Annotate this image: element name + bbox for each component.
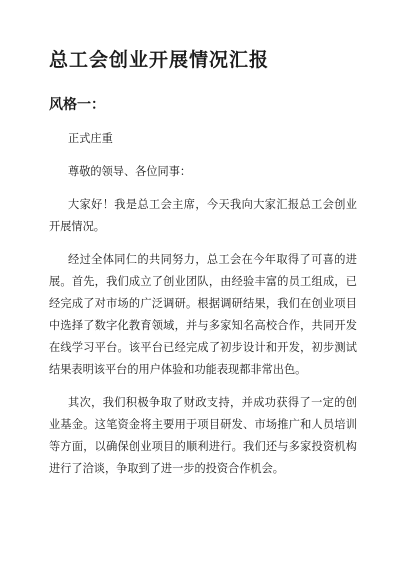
tone-label: 正式庄重 [68, 132, 113, 145]
salutation: 尊敬的领导、各位同事： [68, 165, 192, 178]
style-heading: 风格一： [49, 97, 105, 113]
paragraph-progress: 经过全体同仁的共同努力，总工会在今年取得了可喜的进展。首先，我们成立了创业团队，由经验丰富的员工组成，已经完成了对市场的广泛调研。根据调研结果，我们在创业项目中选择了数字化教育领域，并与多家知名高校合作，共同开发在线学习平台。该平台已经完成了初步设计和开发，初步测试结果表明该平台的用户体验和功能表现都非常出色。 [49, 253, 357, 376]
document-title: 总工会创业开展情况汇报 [49, 49, 270, 71]
paragraph-intro: 大家好！我是总工会主席，今天我向大家汇报总工会创业开展情况。 [49, 198, 357, 233]
paragraph-funding: 其次，我们积极争取了财政支持，并成功获得了一定的创业基金。这笔资金将主要用于项目研发、市场推广和人员培训等方面，以确保创业项目的顺利进行。我们还与多家投资机构进行了洽谈，争取到了进一步的投资合作机会。 [49, 396, 357, 475]
